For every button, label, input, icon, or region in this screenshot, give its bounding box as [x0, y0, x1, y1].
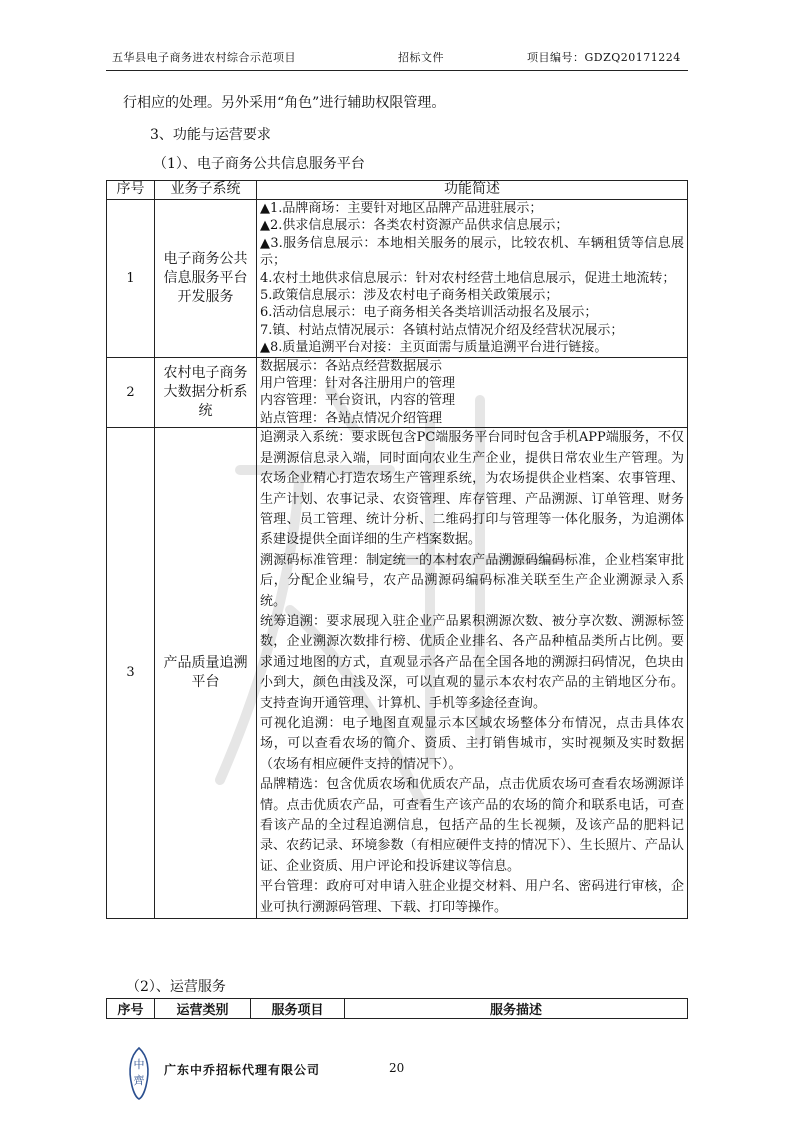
header-doc-type: 招标文件 [398, 51, 444, 64]
description-item: 追溯录入系统：要求既包含PC端服务平台同时包含手机APP端服务，不仅是溯源信息录入端，同时面向农业生产企业，提供日常农业生产管理。为农场企业精心打造农场生产管理系统，为农场提供企业档案、农事管理、生产计划、农事记录、农资管理、库存管理、产品溯源、订单管理、财务管理、员工管理、统计分析、二维码打印与管理等一体化服务，为追溯体系建设提供全面详细的生产档案数据。 [260, 430, 684, 548]
company-name: 广东中乔招标代理有限公司 [164, 1063, 321, 1077]
description-item: 7.镇、村站点情况展示：各镇村站点情况介绍及经营状况展示； [260, 322, 624, 338]
description-item: ▲1.品牌商场：主要针对地区品牌产品进驻展示； [260, 201, 543, 216]
row-number: 3 [107, 428, 155, 919]
table-header-row [107, 181, 688, 200]
description-item: 4.农村土地供求信息展示：针对农村经营土地信息展示，促进土地流转； [260, 270, 676, 286]
subsection-1-heading: （1）、电子商务公共信息服务平台 [153, 156, 365, 172]
header-project-name: 五华县电子商务进农村综合示范项目 [112, 51, 296, 64]
col-header-service-item: 服务项目 [251, 999, 345, 1019]
row-number: 1 [107, 200, 155, 358]
description-item: ▲2.供求信息展示：各类农村资源产品供求信息展示； [260, 218, 569, 234]
table-header-row [107, 999, 688, 1019]
intro-paragraph: 行相应的处理。另外采用“角色”进行辅助权限管理。 [123, 95, 446, 111]
page-number: 20 [389, 1061, 405, 1075]
description-item: 6.活动信息展示：电子商务相关各类培训活动报名及展示； [260, 305, 598, 321]
svg-text:齊: 齊 [133, 1074, 145, 1087]
col-header-category: 运营类别 [155, 999, 251, 1019]
table-row [107, 200, 688, 358]
col-header-system: 业务子系统 [155, 181, 257, 200]
description-item: ▲8.质量追溯平台对接：主页面需与质量追溯平台进行链接。 [260, 340, 608, 356]
subsection-2-heading: （2）、运营服务 [126, 979, 226, 995]
description-item: 站点管理：各站点情况介绍管理 [260, 410, 443, 426]
row-system: 电子商务公共信息服务平台开发服务 [155, 200, 257, 358]
description-item: 数据展示：各站点经营数据展示 [260, 358, 443, 374]
row-description [257, 428, 688, 919]
description-item: 统筹追溯：要求展现入驻企业产品累积溯源次数、被分享次数、溯源标签数，企业溯源次数排行榜、优质企业排名、各产品种植品类所占比例。要求通过地图的方式，直观显示各产品在全国各地的溯源扫码情况，色块由小到大，颜色由浅及深，可以直观的显示本农村农产品的主销地区分布。支持查询开通管理、计算机、手机等多途径查询。 [260, 613, 684, 711]
function-table [106, 180, 688, 919]
row-description [257, 200, 688, 358]
header-divider [106, 70, 688, 71]
description-item: 内容管理：平台资讯，内容的管理 [260, 393, 456, 409]
section-3-heading: 3、功能与运营要求 [150, 127, 271, 143]
row-description [257, 357, 688, 428]
col-header-no: 序号 [107, 181, 155, 200]
col-header-description: 功能简述 [257, 181, 688, 200]
row-number: 2 [107, 357, 155, 428]
description-item: 用户管理：针对各注册用户的管理 [260, 376, 456, 392]
description-item: 品牌精选：包含优质农场和优质农产品，点击优质农场可查看农场溯源详情。点击优质农产品，可查看生产该产品的农场的简介和联系电话，可查看该产品的全过程追溯信息，包括产品的生长视频，及该产品的肥料记录、农药记录、环境参数（有相应硬件支持的情况下）、生长照片、产品认证、企业资质、用户评论和投诉建议等信息。 [260, 777, 684, 874]
page-header [0, 0, 793, 70]
table-row [107, 428, 688, 919]
description-item: 平台管理：政府可对申请入驻企业提交材料、用户名、密码进行审核，企业可执行溯源码管理、下载、打印等操作。 [260, 879, 684, 915]
table-row [107, 357, 688, 428]
col-header-no: 序号 [107, 999, 155, 1019]
description-item: ▲3.服务信息展示：本地相关服务的展示，比较农机、车辆租赁等信息展示； [260, 235, 684, 269]
row-system: 农村电子商务大数据分析系统 [155, 357, 257, 428]
company-logo-icon [126, 1046, 152, 1100]
row-system: 产品质量追溯平台 [155, 428, 257, 919]
operations-table [106, 998, 688, 1019]
description-item: 可视化追溯：电子地图直观显示本区域农场整体分布情况，点击具体农场，可以查看农场的简介、资质、主打销售城市，实时视频及实时数据（农场有相应硬件支持的情况下）。 [260, 715, 684, 772]
description-item: 5.政策信息展示：涉及农村电子商务相关政策展示； [260, 288, 559, 304]
svg-text:中: 中 [133, 1058, 145, 1071]
col-header-service-description: 服务描述 [345, 999, 688, 1019]
header-project-number: 项目编号：GDZQ20171224 [527, 51, 681, 64]
description-item: 溯源码标准管理：制定统一的本村农产品溯源码编码标准，企业档案审批后，分配企业编号，农产品溯源码编码标准关联至生产企业溯源录入系统。 [260, 552, 684, 609]
